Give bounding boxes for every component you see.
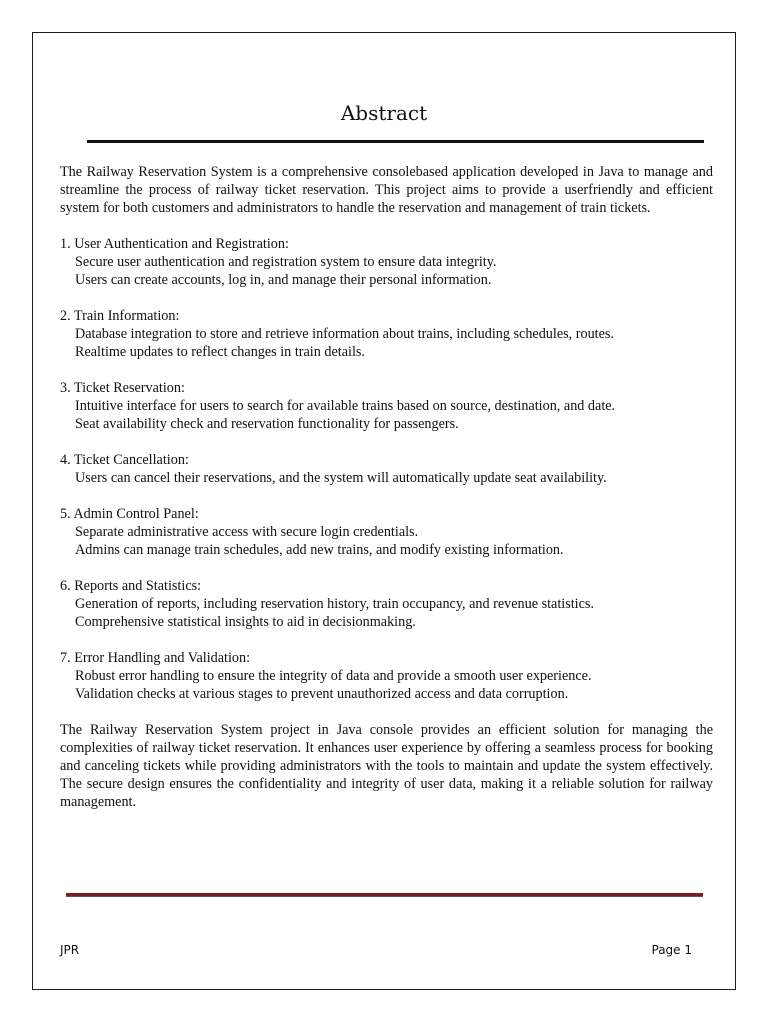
section-admin-control-panel [60,505,713,559]
section-error-handling [60,649,713,703]
section-point: Secure user authentication and registration system to ensure data integrity. [75,254,497,270]
section-reports-statistics [60,577,713,631]
section-point: Seat availability check and reservation functionality for passengers. [75,416,459,432]
section-point: Realtime updates to reflect changes in train details. [75,344,365,360]
footer-label: JPR [60,943,80,957]
section-point: Comprehensive statistical insights to aid in decisionmaking. [75,614,416,630]
section-point: Database integration to store and retrieve information about trains, including schedules, routes. [75,326,614,342]
section-heading: 7. Error Handling and Validation: [60,650,251,666]
section-point: Users can create accounts, log in, and manage their personal information. [75,272,492,288]
section-heading: 4. Ticket Cancellation: [60,452,189,468]
section-ticket-reservation [60,379,713,433]
page-number: Page 1 [651,943,692,957]
section-ticket-cancellation [60,451,713,487]
section-heading: 2. Train Information: [60,308,180,324]
section-point: Generation of reports, including reservation history, train occupancy, and revenue statistics. [75,596,594,612]
conclusion-paragraph: The Railway Reservation System project in Java console provides an efficient solution for managing the complexities of railway ticket reservation. It enhances user experience by offering a seamless process for booking and canceling tickets while providing administrators with the tools to maintain and update the system effectively. The secure design ensures the confidentiality and integrity of user data, making it a reliable solution for railway management. [60,722,713,810]
section-train-information [60,307,713,361]
section-point: Separate administrative access with secure login credentials. [75,524,419,540]
section-point: Robust error handling to ensure the integrity of data and provide a smooth user experience. [75,668,592,684]
footer-divider [66,893,703,897]
intro-paragraph: The Railway Reservation System is a comprehensive consolebased application developed in Java to manage and streamline the process of railway ticket reservation. This project aims to provide a userfriendly and efficient system for both customers and administrators to handle the reservation and management of train tickets. [60,164,713,216]
page-title: Abstract [340,101,428,125]
section-heading: 3. Ticket Reservation: [60,380,185,396]
document-body [60,163,713,811]
section-heading: 1. User Authentication and Registration: [60,236,289,252]
section-heading: 5. Admin Control Panel: [60,506,199,522]
section-point: Validation checks at various stages to prevent unauthorized access and data corruption. [75,686,569,702]
section-point: Users can cancel their reservations, and the system will automatically update seat availability. [75,470,607,486]
section-point: Intuitive interface for users to search for available trains based on source, destination, and date. [75,398,616,414]
section-point: Admins can manage train schedules, add new trains, and modify existing information. [75,542,564,558]
section-heading: 6. Reports and Statistics: [60,578,202,594]
section-user-authentication [60,235,713,289]
title-divider [87,140,704,143]
